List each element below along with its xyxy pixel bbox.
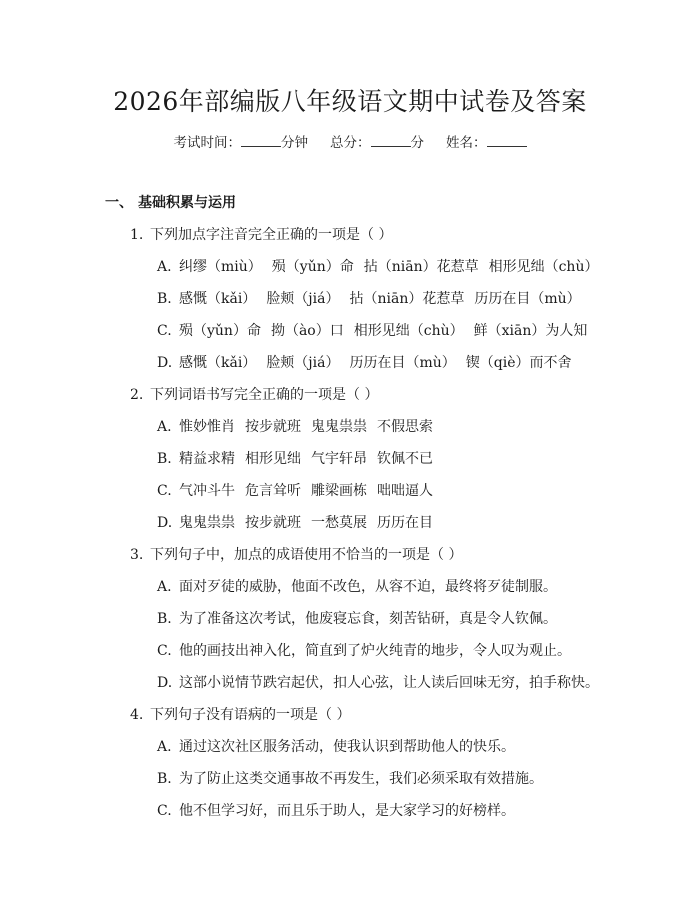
option-4c[interactable] xyxy=(157,800,515,820)
option-label: C. xyxy=(157,483,172,499)
question-text: 下列加点字注音完全正确的一项是（ ） xyxy=(150,227,393,243)
option-item: 咄咄逼人 xyxy=(377,483,433,499)
time-blank[interactable] xyxy=(241,134,281,147)
option-3c[interactable] xyxy=(157,640,571,660)
option-text: 通过这次社区服务活动，使我认识到帮助他人的快乐。 xyxy=(179,739,515,755)
option-label: C. xyxy=(157,803,172,819)
option-item: 一愁莫展 xyxy=(311,515,367,531)
option-text: 面对歹徒的威胁，他面不改色，从容不迫，最终将歹徒制服。 xyxy=(179,579,557,595)
time-unit: 分钟 xyxy=(281,135,308,151)
option-label: D. xyxy=(157,675,173,691)
option-label: D. xyxy=(157,515,173,531)
option-item: 气冲斗牛 xyxy=(179,483,235,499)
option-3d[interactable] xyxy=(157,672,599,692)
option-item: 惟妙惟肖 xyxy=(179,419,235,435)
option-label: B. xyxy=(157,771,172,787)
option-label: B. xyxy=(157,451,172,467)
option-label: C. xyxy=(157,323,172,339)
page-title: 2026年部编版八年级语文期中试卷及答案 xyxy=(113,87,587,116)
option-text: 他不但学习好，而且乐于助人，是大家学习的好榜样。 xyxy=(179,803,515,819)
question-2 xyxy=(130,384,378,404)
option-text: 为了防止这类交通事故不再发生，我们必须采取有效措施。 xyxy=(179,771,543,787)
option-item: 拗（ào）口 xyxy=(270,323,344,339)
option-item: 感慨（kǎi） xyxy=(179,291,257,307)
option-label: A. xyxy=(157,579,172,595)
option-item: 拈（niān）花惹草 xyxy=(363,259,479,275)
option-text: 他的画技出神入化，简直到了炉火纯青的地步，令人叹为观止。 xyxy=(179,643,571,659)
option-item: 雕梁画栋 xyxy=(311,483,367,499)
question-text: 下列词语书写完全正确的一项是（ ） xyxy=(150,387,379,403)
option-item: 殒（yǔn）命 xyxy=(271,259,354,275)
score-label: 总分： xyxy=(330,135,371,151)
option-text: 为了准备这次考试，他废寝忘食，刻苦钻研，真是令人钦佩。 xyxy=(179,611,557,627)
question-number: 2. xyxy=(130,387,144,403)
question-3 xyxy=(130,544,462,564)
option-item: 相形见绌（chù） xyxy=(353,323,464,339)
option-item: 脸颊（jiá） xyxy=(266,291,340,307)
option-label: B. xyxy=(157,291,172,307)
option-2b[interactable] xyxy=(157,448,433,468)
question-text: 下列句子没有语病的一项是（ ） xyxy=(150,707,351,723)
option-label: B. xyxy=(157,611,172,627)
option-label: C. xyxy=(157,643,172,659)
option-1a[interactable] xyxy=(157,256,598,276)
option-item: 历历在目 xyxy=(377,515,433,531)
name-blank[interactable] xyxy=(487,134,527,147)
exam-meta xyxy=(0,131,700,151)
question-4 xyxy=(130,704,350,724)
option-item: 锲（qiè）而不舍 xyxy=(465,355,572,371)
option-item: 按步就班 xyxy=(245,419,301,435)
option-1d[interactable] xyxy=(157,352,572,372)
section-heading xyxy=(105,192,236,212)
section-title: 基础积累与运用 xyxy=(138,195,236,211)
option-item: 鬼鬼祟祟 xyxy=(179,515,235,531)
question-number: 1. xyxy=(130,227,144,243)
option-item: 鬼鬼祟祟 xyxy=(311,419,367,435)
time-label: 考试时间： xyxy=(173,135,241,151)
option-item: 危言耸听 xyxy=(245,483,301,499)
name-label: 姓名： xyxy=(446,135,487,151)
option-item: 按步就班 xyxy=(245,515,301,531)
option-label: A. xyxy=(157,419,172,435)
option-item: 气宇轩昂 xyxy=(311,451,367,467)
option-item: 历历在目（mù） xyxy=(474,291,581,307)
option-3b[interactable] xyxy=(157,608,557,628)
option-item: 历历在目（mù） xyxy=(349,355,456,371)
option-item: 纠缪（miù） xyxy=(179,259,262,275)
question-1 xyxy=(130,224,392,244)
option-item: 拈（niān）花惹草 xyxy=(349,291,465,307)
section-number: 一、 xyxy=(105,195,133,211)
option-1b[interactable] xyxy=(157,288,581,308)
score-blank[interactable] xyxy=(371,134,411,147)
score-unit: 分 xyxy=(410,135,424,151)
option-label: D. xyxy=(157,355,173,371)
option-1c[interactable] xyxy=(157,320,587,340)
option-item: 脸颊（jiá） xyxy=(266,355,340,371)
option-label: A. xyxy=(157,259,172,275)
option-text: 这部小说情节跌宕起伏，扣人心弦，让人读后回味无穷，拍手称快。 xyxy=(179,675,599,691)
option-2d[interactable] xyxy=(157,512,433,532)
option-item: 不假思索 xyxy=(377,419,433,435)
option-item: 鲜（xiān）为人知 xyxy=(473,323,588,339)
option-item: 相形见绌 xyxy=(245,451,301,467)
question-number: 4. xyxy=(130,707,144,723)
option-label: A. xyxy=(157,739,172,755)
option-item: 感慨（kǎi） xyxy=(179,355,257,371)
option-item: 钦佩不已 xyxy=(377,451,433,467)
option-4a[interactable] xyxy=(157,736,515,756)
option-item: 精益求精 xyxy=(179,451,235,467)
option-2a[interactable] xyxy=(157,416,433,436)
question-text: 下列句子中，加点的成语使用不恰当的一项是（ ） xyxy=(150,547,463,563)
question-number: 3. xyxy=(130,547,144,563)
option-3a[interactable] xyxy=(157,576,557,596)
option-4b[interactable] xyxy=(157,768,543,788)
option-item: 殒（yǔn）命 xyxy=(179,323,261,339)
option-item: 相形见绌（chù） xyxy=(488,259,599,275)
option-2c[interactable] xyxy=(157,480,433,500)
